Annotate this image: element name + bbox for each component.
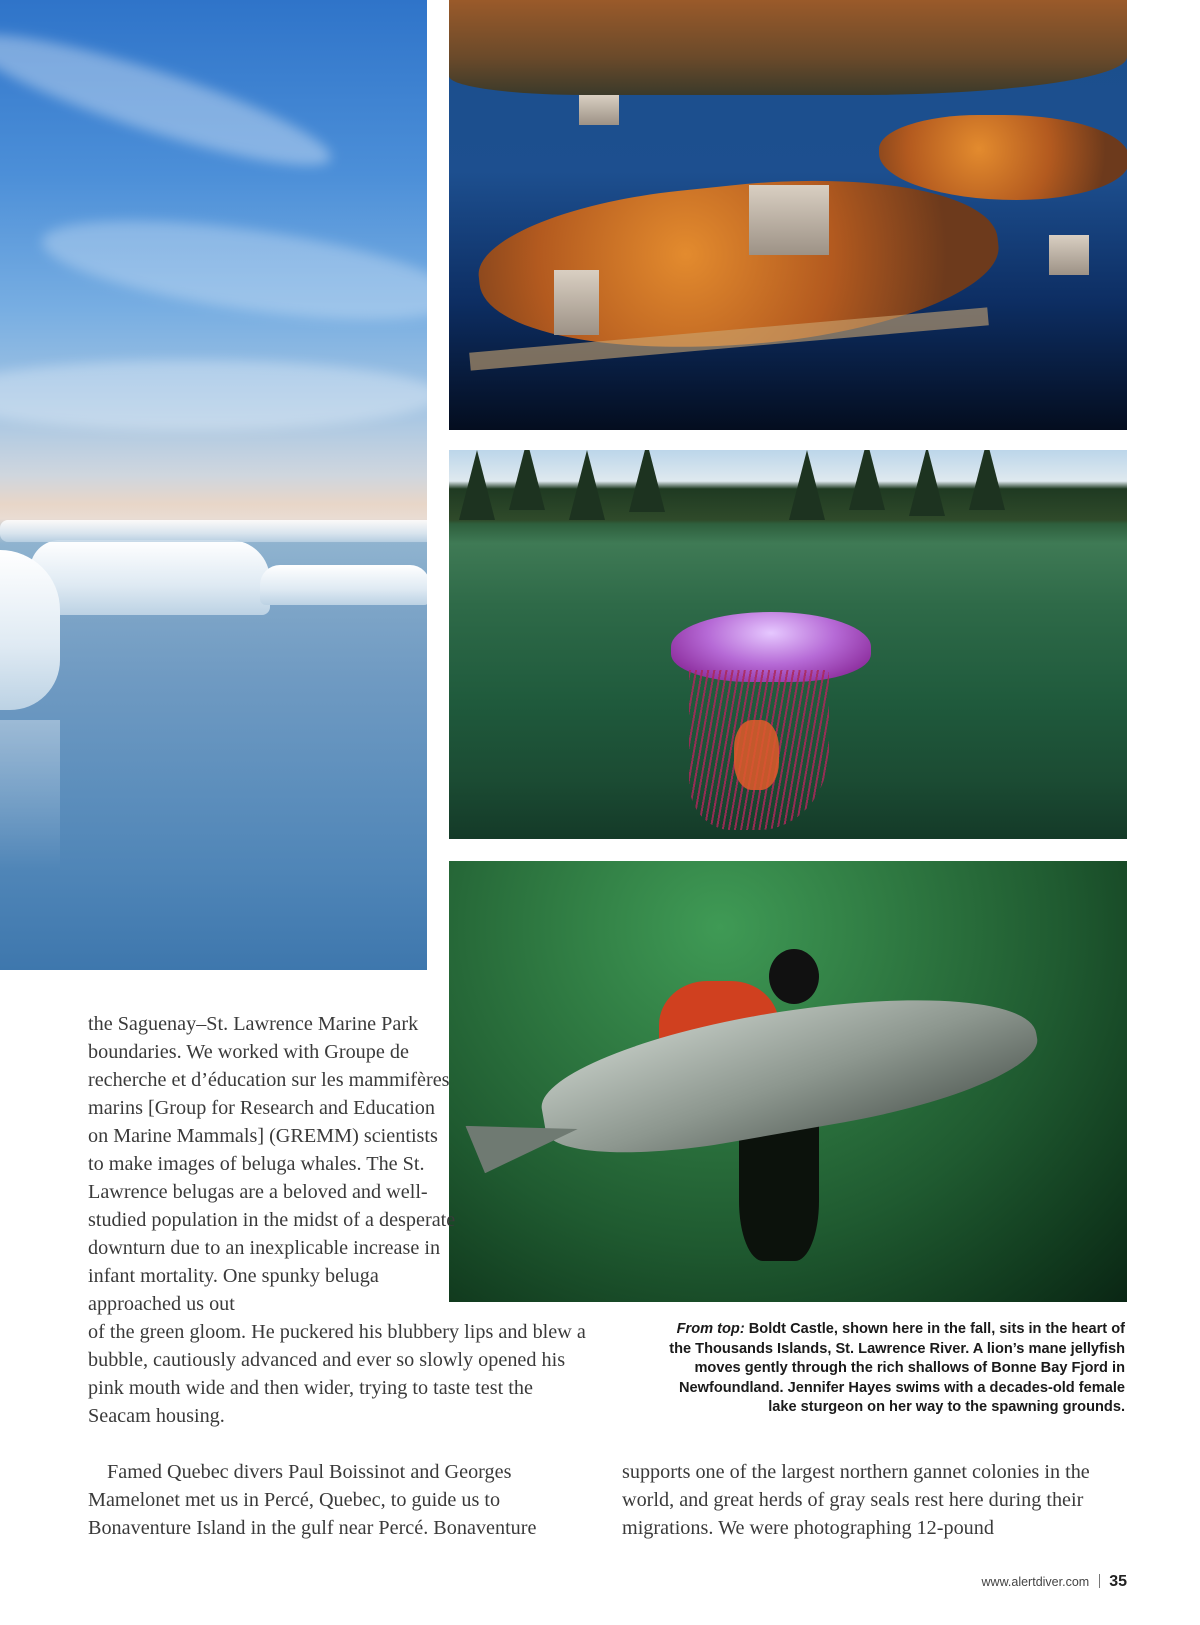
caption-body: Boldt Castle, shown here in the fall, sits in the heart of the Thousands Islands, St. Lawrence River. A lion’s mane jellyfish moves gently through the rich shallows of Bonne Bay Fjord in Newfoundland. Jennifer Hayes swims with a decades-old female lake sturgeon on her way to the spawning grounds.	[669, 1321, 1125, 1415]
article-text-bonaventure: supports one of the largest northern gannet colonies in the world, and great herds of gray seals rest here during their migrations. We were photographing 12-pound	[622, 1461, 1090, 1539]
photo-seal-pup-sea-ice	[0, 0, 427, 970]
article-text-beluga-cont: of the green gloom. He puckered his blubbery lips and blew a bubble, cautiously advanced and ever so slowly opened his pink mouth wide and then wider, trying to taste test the Seacam housing.	[88, 1321, 586, 1427]
caption-photo-stack	[655, 1320, 1125, 1418]
article-text-perce: Famed Quebec divers Paul Boissinot and Georges Mamelonet met us in Percé, Quebec, to guide us to Bonaventure Island in the gulf near Percé. Bonaventure	[88, 1461, 537, 1539]
photo-diver-lake-sturgeon	[449, 861, 1127, 1302]
caption-lead: From top:	[676, 1321, 745, 1337]
page-footer	[982, 1573, 1127, 1591]
photo-boldt-castle	[449, 0, 1127, 430]
page-number: 35	[1109, 1573, 1127, 1590]
article-text-beluga: the Saguenay–St. Lawrence Marine Park boundaries. We worked with Groupe de recherche et d’éducation sur les mammifères marins [Group for Research and Education on Marine Mammals] (GREMM) scientists to make images of beluga whales. The St. Lawrence belugas are a beloved and well-studied population in the midst of a desperate downturn due to an inexplicable increase in infant mortality. One spunky beluga approached us out	[88, 1013, 456, 1315]
footer-separator	[1099, 1574, 1100, 1588]
footer-url-link[interactable]: www.alertdiver.com	[981, 1575, 1090, 1589]
photo-lions-mane-jellyfish	[449, 450, 1127, 839]
